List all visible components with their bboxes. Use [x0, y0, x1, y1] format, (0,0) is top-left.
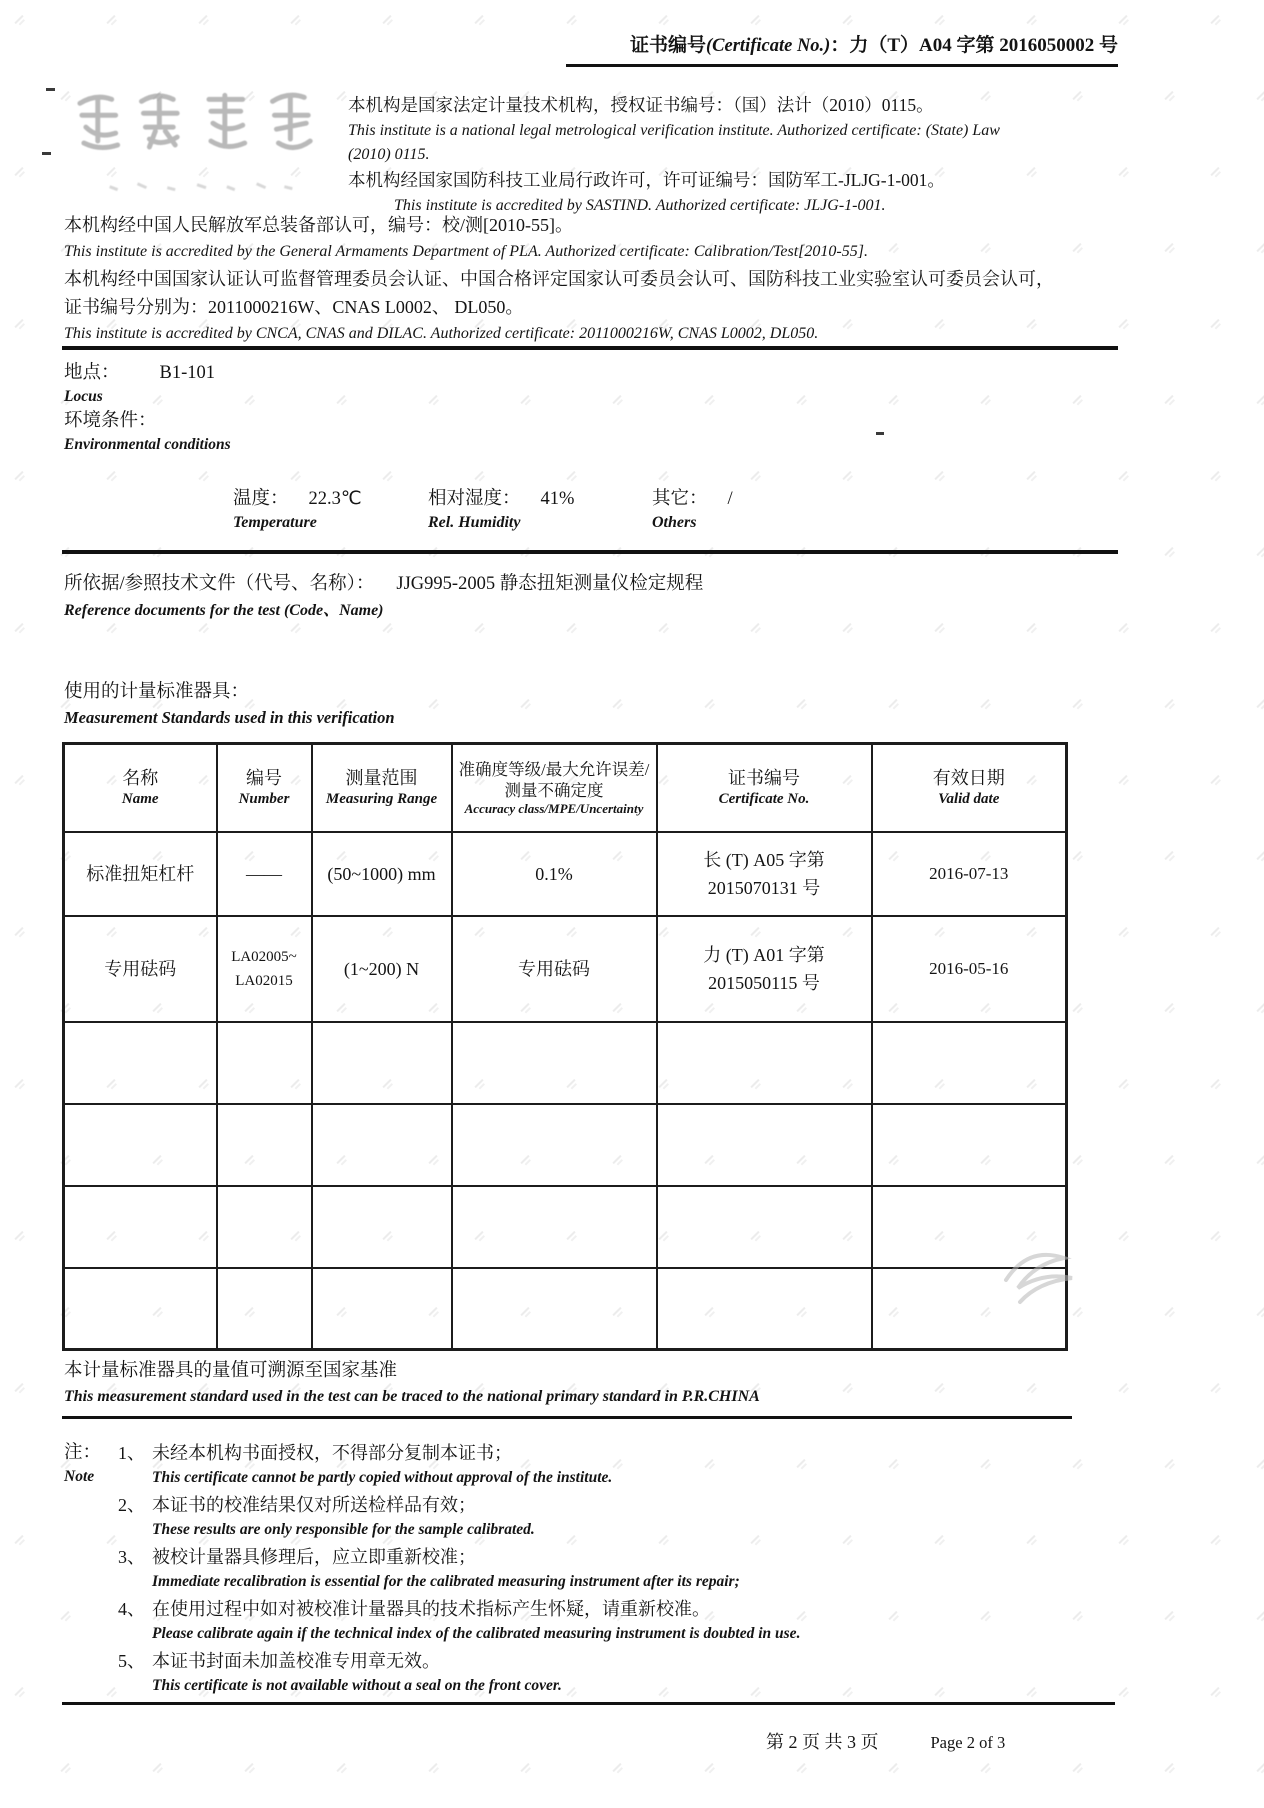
col-number: 编号 Number [217, 744, 312, 832]
environmental-values-row [0, 486, 1264, 546]
section-divider-2 [62, 550, 1118, 554]
col-certificate: 证书编号 Certificate No. [657, 744, 872, 832]
reference-label-en: Reference documents for the test (Code、Name) [64, 602, 384, 619]
cell-accuracy: 0.1% [452, 832, 657, 916]
scan-mark [46, 88, 55, 91]
others-label-cn: 其它： [652, 489, 708, 509]
footer-divider [62, 1702, 1115, 1705]
notes-label [64, 1440, 118, 1700]
humidity-label-en: Rel. Humidity [428, 514, 521, 531]
note-item: 5、 本证书封面未加盖校准专用章无效。 This certificate is not available without a seal on the front cover. [118, 1651, 562, 1694]
certificate-number-value: ：力（T）A04 字第 2016050002 号 [830, 35, 1118, 56]
col-valid-date: 有效日期 Valid date [872, 744, 1067, 832]
standards-title-en: Measurement Standards used in this verification [64, 708, 395, 727]
table-row-empty [64, 1104, 1067, 1186]
humidity-value: 41% [540, 489, 575, 509]
institute-calligraphy-stamp-icon [70, 86, 338, 208]
temperature-item [233, 486, 362, 534]
cell-number: —— [217, 832, 312, 916]
reference-section [64, 570, 1064, 624]
notes-section [64, 1440, 1074, 1700]
header-divider [566, 64, 1118, 67]
cell-range: (1~200) N [312, 916, 452, 1022]
accreditation-4-cn: 本机构经中国国家认证认可监督管理委员会认证、中国合格评定国家认可委员会认可、国防科技工业实验室认可委员会认可，证书编号分别为：2011000216W、CNAS L0002、 DL050。 [64, 269, 1054, 317]
section-divider-1 [62, 346, 1118, 350]
traceability-en: This measurement standard used in the test can be traced to the national primary standard in P.R.CHINA [64, 1388, 760, 1405]
others-value: / [727, 489, 733, 509]
certificate-number-label-en: (Certificate No.) [706, 36, 831, 56]
page-number-en: Page 2 of 3 [930, 1733, 1006, 1752]
scan-smudge [998, 1232, 1093, 1327]
cell-valid-date: 2016-07-13 [872, 832, 1067, 916]
reference-label-cn: 所依据/参照技术文件（代号、名称）： [64, 574, 375, 594]
note-item: 3、 被校计量器具修理后，应立即重新校准； Immediate recalibration is essential for the calibrated measuring instrument after its repair; [118, 1547, 740, 1590]
accreditation-3-en: This institute is accredited by the General Armaments Department of PLA. Authorized certificate: Calibration/Test[2010-55]. [64, 243, 868, 260]
notes-label-en: Note [64, 1468, 95, 1485]
cell-valid-date: 2016-05-16 [872, 916, 1067, 1022]
scan-mark [42, 152, 51, 155]
temperature-label-en: Temperature [233, 514, 317, 531]
col-range: 测量范围 Measuring Range [312, 744, 452, 832]
table-row-empty [64, 1268, 1067, 1350]
scan-mark [876, 432, 884, 435]
table-row-empty [64, 1186, 1067, 1268]
accreditation-1-cn: 本机构是国家法定计量技术机构，授权证书编号：（国）法计（2010）0115。 [348, 95, 934, 115]
standards-title [64, 678, 395, 730]
temperature-value: 22.3℃ [308, 489, 362, 509]
standards-title-cn: 使用的计量标准器具： [64, 682, 250, 702]
accreditation-2-en: This institute is accredited by SASTIND. Authorized certificate: JLJG-1-001. [394, 197, 886, 214]
cell-certificate: 长 (T) A05 字第 2015070131 号 [657, 832, 872, 916]
env-label-en: Environmental conditions [64, 436, 231, 453]
table-row [64, 832, 1067, 916]
col-name: 名称 Name [64, 744, 217, 832]
locus-value: B1-101 [159, 363, 216, 383]
temperature-label-cn: 温度： [233, 489, 289, 509]
note-item: 1、 未经本机构书面授权，不得部分复制本证书； This certificate cannot be partly copied without approval of the institute. [118, 1443, 613, 1486]
locus-section [64, 360, 231, 456]
cell-number: LA02005~ LA02015 [217, 916, 312, 1022]
accreditation-2-cn: 本机构经国家国防科技工业局行政许可，许可证编号：国防军工-JLJG-1-001。 [348, 170, 945, 190]
locus-label-cn: 地点： [64, 363, 120, 383]
standards-table [62, 742, 1068, 1351]
page-number-cn: 第 2 页 共 3 页 [766, 1732, 879, 1752]
traceability-cn: 本计量标准器具的量值可溯源至国家基准 [64, 1361, 398, 1381]
traceability-section [64, 1358, 1064, 1409]
table-row-empty [64, 1022, 1067, 1104]
env-label-cn: 环境条件： [64, 411, 157, 431]
accreditation-3-cn: 本机构经中国人民解放军总装备部认可，编号：校/测[2010-55]。 [64, 215, 573, 235]
reference-value: JJG995-2005 静态扭矩测量仪检定规程 [396, 574, 704, 594]
others-label-en: Others [652, 514, 697, 531]
table-header-row [64, 744, 1067, 832]
certificate-number-label-cn: 证书编号 [630, 35, 707, 56]
accreditation-1-en: This institute is a national legal metrological verification institute. Authorized certificate: (State) Law (2010) 0115. [348, 122, 1000, 163]
notes-label-cn: 注： [64, 1443, 102, 1463]
cell-certificate: 力 (T) A01 字第 2015050115 号 [657, 916, 872, 1022]
accreditation-4-en: This institute is accredited by CNCA, CNAS and DILAC. Authorized certificate: 2011000216W, CNAS L0002, DL050. [64, 325, 819, 342]
cell-range: (50~1000) mm [312, 832, 452, 916]
note-item: 2、 本证书的校准结果仅对所送检样品有效； These results are only responsible for the sample calibrated. [118, 1495, 535, 1538]
table-row [64, 916, 1067, 1022]
section-divider-3 [62, 1416, 1072, 1419]
accreditation-block-bottom [64, 212, 1068, 347]
locus-label-en: Locus [64, 388, 103, 405]
col-accuracy: 准确度等级/最大允许误差/测量不确定度 Accuracy class/MPE/Uncertainty [452, 744, 657, 832]
cell-accuracy: 专用砝码 [452, 916, 657, 1022]
humidity-item [428, 486, 574, 534]
cell-name: 标准扭矩杠杆 [64, 832, 217, 916]
others-item [652, 486, 733, 534]
note-item: 4、 在使用过程中如对被校准计量器具的技术指标产生怀疑，请重新校准。 Please calibrate again if the technical index of the calibrated measuring instrument is doubted in use. [118, 1599, 801, 1642]
page-footer [766, 1728, 1005, 1754]
cell-name: 专用砝码 [64, 916, 217, 1022]
humidity-label-cn: 相对湿度： [428, 489, 521, 509]
locus-line [64, 360, 231, 386]
notes-list [118, 1440, 800, 1700]
certificate-number [630, 30, 1118, 57]
accreditation-block-top [348, 92, 1016, 218]
